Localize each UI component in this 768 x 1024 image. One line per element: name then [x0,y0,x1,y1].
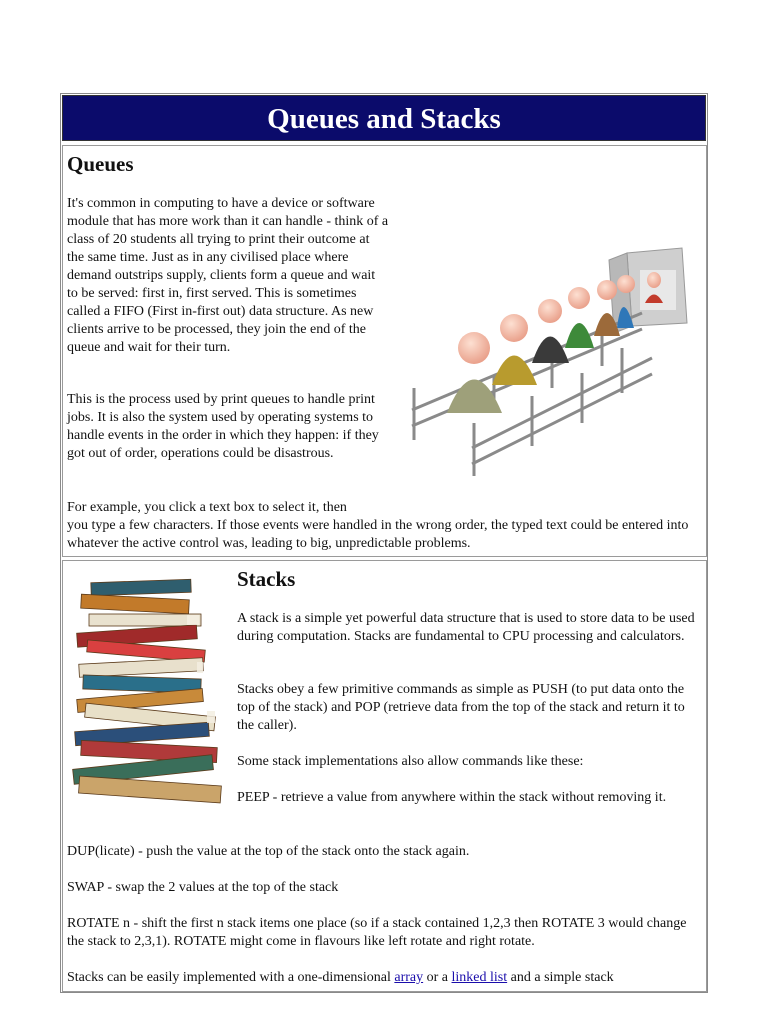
rotate-description: ROTATE n - shift the first n stack items one place (so if a stack contained 1,2,3 then ROTATE 3 would change the stack to 2,3,1). ROTATE might come in flavours like left rotate and right rotate. [67,916,687,949]
queues-paragraph-2: This is the process used by print queues to handle print jobs. It is also the system used by operating systems to handle events in the order in which they happen: if they got out of order, operations could be disastrous. [67,392,379,461]
queues-paragraph-3-line-1: For example, you click a text box to select it, then [67,500,347,515]
queues-section [62,145,707,557]
stacks-implementation-line [67,969,703,987]
stacks-heading: Stacks [237,567,296,591]
implementation-mid: or a [426,970,449,985]
swap-description: SWAP - swap the 2 values at the top of the stack [67,880,339,895]
linked-list-link[interactable]: linked list [451,970,508,985]
queues-paragraph-3-rest: you type a few characters. If those events were handled in the wrong order, the typed text could be entered into whatever the active control was, leading to big, unpredictable problems. [67,518,689,551]
book-stack-illustration [69,569,231,819]
page-title: Queues and Stacks [62,95,706,141]
stacks-section [62,560,707,992]
implementation-suffix: and a simple stack [510,970,614,985]
array-link[interactable]: array [394,970,424,985]
implementation-prefix: Stacks can be easily implemented with a one-dimensional [67,970,391,985]
dup-description: DUP(licate) - push the value at the top of the stack onto the stack again. [67,844,470,859]
queue-people-illustration [402,208,698,483]
queues-paragraph-1: It's common in computing to have a device or software module that has more work than it can handle - think of a class of 20 students all trying to print their outcome at the same time. Just as in any civilised place where demand outstrips supply, clients form a queue and wait to be served: first in, first served. This is sometimes called a FIFO (First in-first out) data structure. As new clients arrive to be processed, they join the end of the queue and wait for their turn. [67,196,389,355]
peep-description: PEEP - retrieve a value from anywhere within the stack without removing it. [237,790,667,805]
stacks-paragraph-3: Some stack implementations also allow commands like these: [237,754,584,769]
stacks-paragraph-1: A stack is a simple yet powerful data structure that is used to store data to be used during computation. Stacks are fundamental to CPU processing and calculators. [237,611,695,644]
stacks-paragraph-2: Stacks obey a few primitive commands as simple as PUSH (to put data onto the top of the stack) and POP (retrieve data from the top of the stack and return it to the caller). [237,682,685,733]
queues-heading: Queues [67,152,134,176]
